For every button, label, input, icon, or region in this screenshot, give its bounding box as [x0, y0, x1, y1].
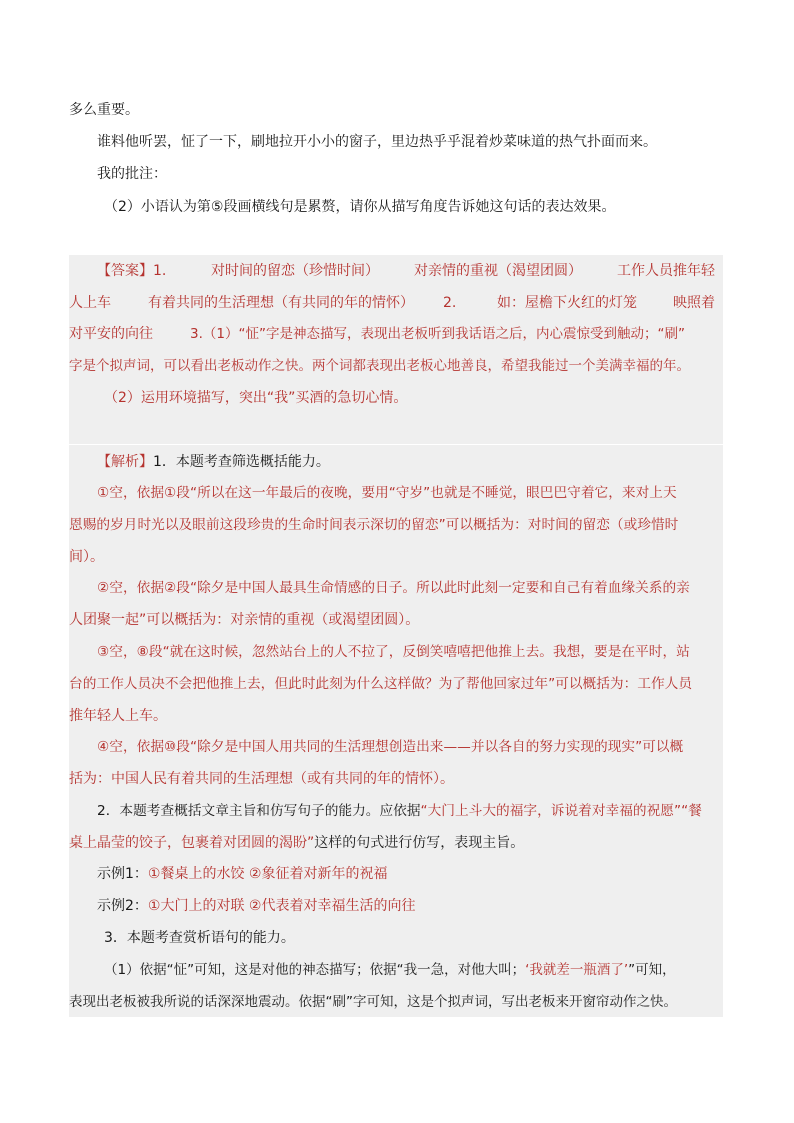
text-line: 谁料他听罢，怔了一下，刷地拉开小小的窗子，里边热乎乎混着炒菜味道的热气扑面而来。 — [97, 134, 657, 150]
analysis-line: 间）。 — [69, 549, 104, 565]
answer-part: 对亲情的重视（渴望团圆） — [414, 263, 582, 279]
example-text: ①大门上的对联 ②代表着对幸福生活的向往 — [147, 898, 416, 914]
q3-lead: （1）依据“怔”可知，这是对他的神态描写；依据“我一急，对他大叫； — [104, 962, 526, 978]
analysis-line — [104, 960, 676, 980]
answer-part: 3.（1）“怔”字是神态描写，表现出老板听到我话语之后，内心震惊受到触动；“刷” — [190, 326, 685, 342]
analysis-line: ②空，依据②段“除夕是中国人最具生命情感的日子。所以此时此刻一定要和自己有着血缘关系的亲 — [97, 580, 690, 596]
answer-shade — [69, 255, 723, 445]
q2-quote: 桌上晶莹的饺子，包裹着对团圆的渴盼” — [69, 835, 315, 851]
answer-part: 字是个拟声词，可以看出老板动作之快。两个词都表现出老板心地善良，希望我能过一个美满幸福的年。 — [69, 358, 690, 374]
answer-part: 对时间的留恋（珍惜时间） — [211, 263, 379, 279]
answer-part: 人上车 — [69, 295, 111, 311]
analysis-line: 台的工作人员决不会把他推上去，但此时此刻为什么这样做？为了帮他回家过年”可以概括为：工作人员 — [69, 676, 693, 692]
text-line: 多么重要。 — [69, 102, 139, 118]
analysis-line: 人团聚一起”可以概括为：对亲情的重视（或渴望团圆）。 — [69, 612, 420, 628]
answer-part: 映照着 — [673, 295, 715, 311]
example-label: 示例2： — [97, 898, 148, 914]
q3-quote: ‘我就差一瓶酒了’ — [525, 962, 629, 978]
question-line: （2）小语认为第⑤段画横线句是累赘，请你从描写角度告诉她这句话的表达效果。 — [104, 199, 616, 215]
answer-line-1 — [97, 261, 166, 281]
answer-part: 有着共同的生活理想（有共同的年的情怀） — [148, 295, 414, 311]
answer-label: 【答案】 — [97, 263, 153, 279]
example-line — [97, 864, 387, 884]
example-label: 示例1： — [97, 866, 148, 882]
analysis-line: 恩赐的岁月时光以及眼前这段珍贵的生命时间表示深切的留恋”可以概括为：对时间的留恋（或珍惜时 — [69, 517, 679, 533]
answer-num: 1. — [153, 263, 167, 279]
analysis-line: 表现出老板被我所说的话深深地震动。依据“刷”字可知，这是个拟声词，写出老板来开窗帘动作之快。 — [69, 994, 677, 1010]
analysis-q1: 1．本题考查筛选概括能力。 — [153, 454, 330, 470]
analysis-line — [69, 833, 524, 853]
answer-part: 工作人员推年轻 — [617, 263, 715, 279]
analysis-line: ③空，⑧段“就在这时候，忽然站台上的人不拉了，反倒笑嘻嘻把他推上去。我想，要是在平时，站 — [97, 644, 690, 660]
example-line — [97, 896, 415, 916]
answer-part: 如：屋檐下火红的灯笼 — [497, 295, 637, 311]
analysis-line: 括为：中国人民有着共同的生活理想（或有共同的年的情怀）。 — [69, 771, 454, 787]
analysis-line — [97, 452, 330, 472]
q3-tail: ”可知， — [628, 962, 676, 978]
analysis-line: 推年轻人上车。 — [69, 708, 167, 724]
example-text: ①餐桌上的水饺 ②象征着对新年的祝福 — [147, 866, 388, 882]
analysis-label: 【解析】 — [97, 454, 153, 470]
q2-tail: 这样的句式进行仿写，表现主旨。 — [314, 835, 525, 851]
q2-lead: 2．本题考查概括文章主旨和仿写句子的能力。应依据 — [97, 803, 421, 819]
analysis-line: 3．本题考查赏析语句的能力。 — [104, 930, 295, 946]
analysis-line: ①空，依据①段“所以在这一年最后的夜晚，要用“守岁”也就是不睡觉，眼巴巴守着它，来对上天 — [97, 485, 677, 501]
answer-part: （2）运用环境描写，突出“我”买酒的急切心情。 — [104, 390, 408, 406]
text-line: 我的批注： — [97, 166, 167, 182]
answer-num: 2. — [443, 295, 457, 311]
q2-quote: “大门上斗大的福字，诉说着对幸福的祝愿”“餐 — [420, 803, 702, 819]
analysis-line — [97, 801, 702, 821]
analysis-line: ④空，依据⑩段“除夕是中国人用共同的生活理想创造出来——并以各自的努力实现的现实”可以概 — [97, 739, 684, 755]
answer-part: 对平安的向往 — [69, 326, 153, 342]
